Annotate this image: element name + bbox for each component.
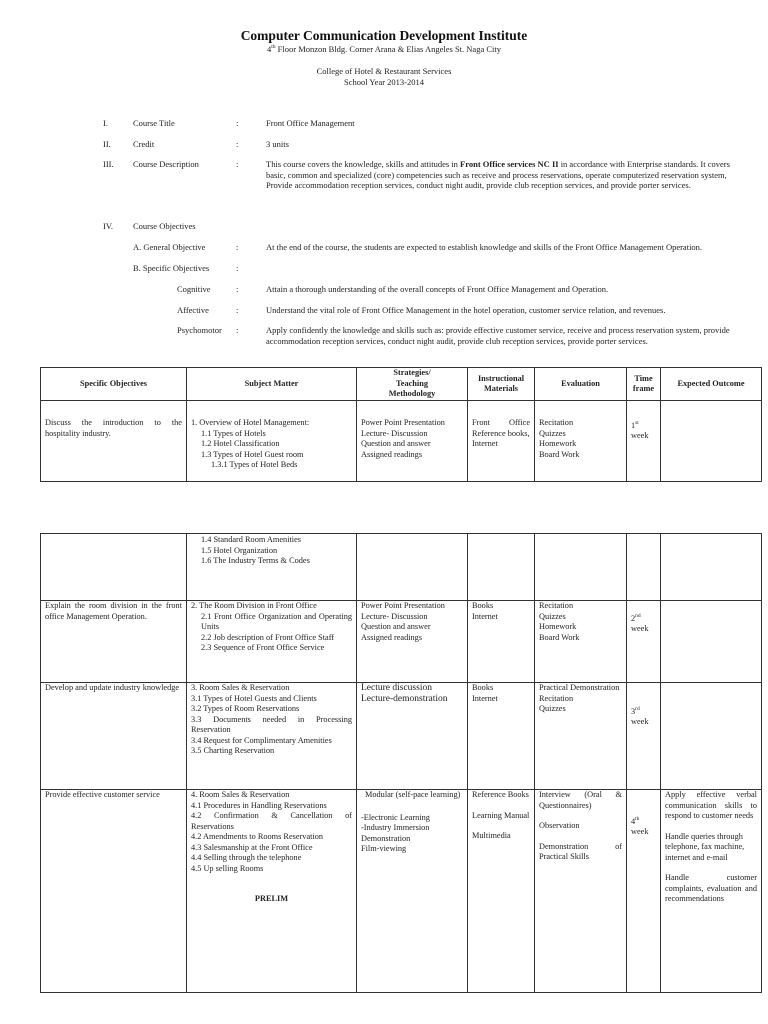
objectives-label: Course Objectives [133,221,196,231]
row1-materials: Front Office Reference books, Internet [468,401,535,482]
row3-strategies: Lecture discussion Lecture-demonstration [357,683,468,790]
empty-cell [468,534,535,601]
cognitive-label: Cognitive [177,284,211,294]
course-title-num: I. [103,118,108,128]
header-time: Time frame [627,368,661,401]
row2-materials: Books Internet [468,601,535,683]
row2-subject: 2. The Room Division in Front Office 2.1 Front Office Organization and Operating Units 2.2 Job description of Front Office Staff 2.3 Sequence of Front Office Service [187,601,357,683]
general-objective-value: At the end of the course, the students are expected to establish knowledge and skills of the Front Office Management Operation. [266,242,703,252]
course-title-label: Course Title [133,118,175,128]
row4-evaluation: Interview (Oral & Questionnaires) Observation Demonstration of Practical Skills [535,790,627,993]
syllabus-table [40,367,762,482]
colon: : [236,118,239,128]
row3-materials: Books Internet [468,683,535,790]
affective-label: Affective [177,305,209,315]
colon: : [236,325,239,335]
header-objectives: Specific Objectives [41,368,187,401]
general-objective-label: A. General Objective [133,242,206,252]
course-title-value: Front Office Management [266,118,355,128]
psychomotor-value: Apply confidently the knowledge and skills such as: provide effective customer service, receive and process reservation system, provide accommodation reception services, conduct night audit, provide club reception services, provide porter services. [266,325,730,346]
row1-objective: Discuss the introduction to the hospitality industry. [41,401,187,482]
row2-objective: Explain the room division in the front office Management Operation. [41,601,187,683]
row3-time: 3rd week [627,683,661,790]
description-num: III. [103,159,114,169]
empty-cell [535,534,627,601]
row4-subject: 4. Room Sales & Reservation 4.1 Procedures in Handling Reservations 4.2 Confirmation & Cancellation of Reservations 4.2 Amendments to Rooms Reservation 4.3 Salesmanship at the Front Office 4.4 Selling through the telephone 4.5 Up selling Rooms PRELIM [187,790,357,993]
syllabus-table-continued [40,533,762,993]
psychomotor-label: Psychomotor [177,325,222,335]
colon: : [236,284,239,294]
row4-outcome: Apply effective verbal communication skills to respond to customer needs Handle queries through telephone, fax machine, internet and e-mail Handle customer complaints, evaluation and recommendations [661,790,762,993]
colon: : [236,305,239,315]
row1-cont-objective [41,534,187,601]
table-header-row [41,368,762,401]
header-outcome: Expected Outcome [661,368,762,401]
colon: : [236,159,239,169]
row4-objective: Provide effective customer service [41,790,187,993]
school-year: School Year 2013-2014 [343,77,425,87]
row1-time: 1st week [627,401,661,482]
table-row [41,534,762,601]
credit-value: 3 units [266,139,289,149]
row2-strategies: Power Point Presentation Lecture- Discussion Question and answer Assigned readings [357,601,468,683]
colon: : [236,242,239,252]
row2-evaluation: Recitation Quizzes Homework Board Work [535,601,627,683]
header-evaluation: Evaluation [535,368,627,401]
header-subject: Subject Matter [187,368,357,401]
row4-materials: Reference Books Learning Manual Multimedia [468,790,535,993]
colon: : [236,139,239,149]
row3-subject: 3. Room Sales & Reservation 3.1 Types of Hotel Guests and Clients 3.2 Types of Room Reservations 3.3 Documents needed in Processing Reservation 3.4 Request for Complimentary Amenities 3.5 Charting Reservation [187,683,357,790]
row4-strategies: Modular (self-pace learning) -Electronic Learning -Industry Immersion Demonstration Film-viewing [357,790,468,993]
empty-cell [661,534,762,601]
description-value: This course covers the knowledge, skills and attitudes in Front Office services NC II in accordance with Enterprise standards. It covers basic, common and specialized (core) competencies such as receive and process reservations, operate computerized reservation system, Provide accommodation reception services, conduct night audit, provide club reception services, and provide porter services. [266,159,730,190]
row2-time: 2nd week [627,601,661,683]
table-row [41,683,762,790]
institute-address: 4th Floor Monzon Bldg. Corner Arana & Elias Angeles St. Naga City [267,44,501,54]
affective-value: Understand the vital role of Front Office Management in the hotel operation, customer service relation, and revenues. [266,305,666,315]
colon: : [236,263,239,273]
description-label: Course Description [133,159,199,169]
prelim-label: PRELIM [254,894,289,903]
objectives-num: IV. [103,221,113,231]
college-name: College of Hotel & Restaurant Services [316,66,452,76]
row1-strategies: Power Point Presentation Lecture- Discussion Question and answer Assigned readings [357,401,468,482]
credit-num: II. [103,139,111,149]
row1-cont-subject: 1.4 Standard Room Amenities 1.5 Hotel Organization 1.6 The Industry Terms & Codes [187,534,357,601]
row3-evaluation: Practical Demonstration Recitation Quizzes [535,683,627,790]
header-strategies: Strategies/ Teaching Methodology [357,368,468,401]
table-row [41,601,762,683]
row3-objective: Develop and update industry knowledge [41,683,187,790]
empty-cell [627,534,661,601]
institute-title: Computer Communication Development Institute [240,28,528,43]
empty-cell [357,534,468,601]
row3-outcome [661,683,762,790]
table-row [41,401,762,482]
row1-outcome [661,401,762,482]
row2-outcome [661,601,762,683]
credit-label: Credit [133,139,155,149]
row1-subject: 1. Overview of Hotel Management: 1.1 Types of Hotels 1.2 Hotel Classification 1.3 Types of Hotel Guest room 1.3.1 Types of Hotel Beds [187,401,357,482]
specific-objectives-label: B. Specific Objectives [133,263,210,273]
cognitive-value: Attain a thorough understanding of the overall concepts of Front Office Management and Operation. [266,284,609,294]
row4-time: 4th week [627,790,661,993]
header-materials: Instructional Materials [468,368,535,401]
table-row [41,790,762,993]
row1-evaluation: Recitation Quizzes Homework Board Work [535,401,627,482]
